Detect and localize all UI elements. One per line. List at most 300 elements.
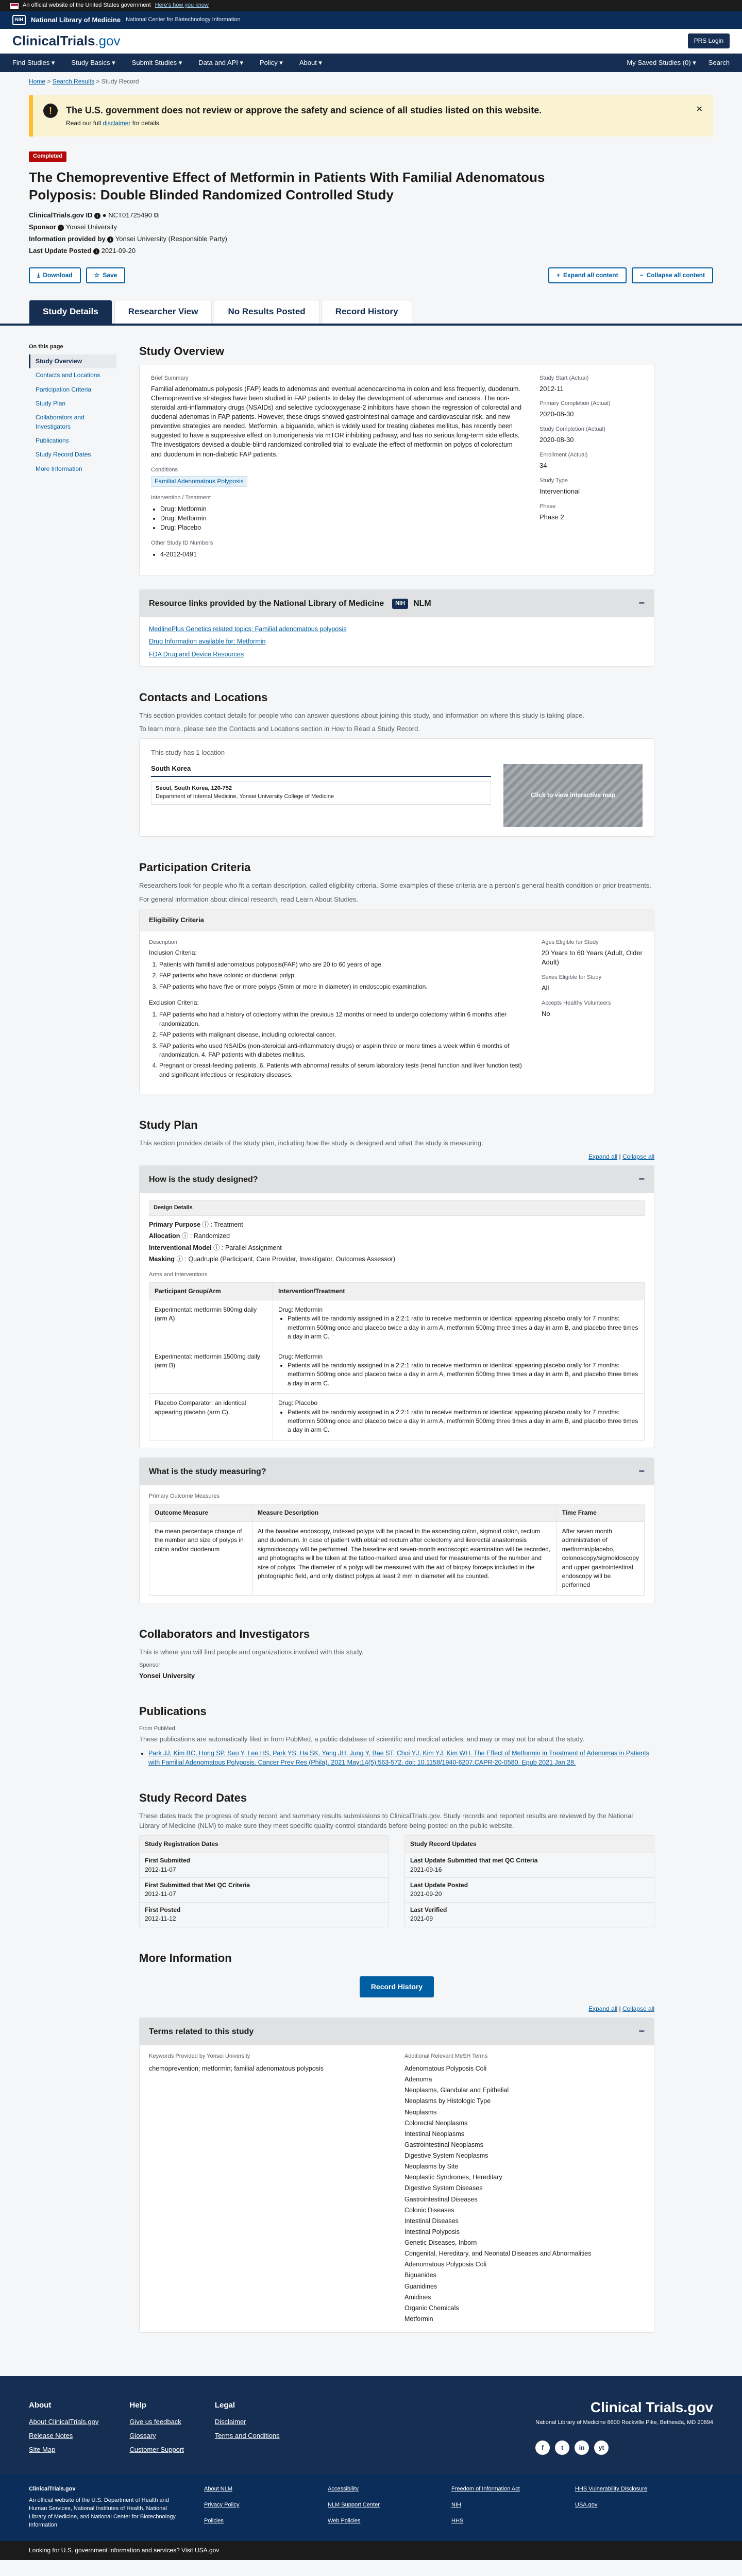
footer-link[interactable]: Release Notes (29, 2431, 73, 2439)
from-pubmed-label: From PubMed (139, 1725, 175, 1732)
intervention-label: Intervention / Treatment (151, 494, 211, 501)
outcome-measure: the mean percentage change of the number and size of polyps in colon and/or duodenum (149, 1522, 252, 1596)
nlm-resource-line (149, 637, 645, 646)
logo-tld: .gov (95, 32, 121, 48)
section-heading: Publications (139, 1705, 207, 1718)
design-value: Randomized (193, 1232, 230, 1240)
plan-desc: This section provides details of the study plan, including how the study is designed and what the study is measuring. (139, 1139, 483, 1147)
expand-all-link[interactable]: Expand all (588, 2005, 618, 2012)
prs-login-button[interactable]: PRS Login (688, 33, 730, 48)
date-key: Last Verified (410, 1906, 447, 1913)
minus-icon: − (639, 271, 644, 279)
condition-chip[interactable]: Familial Adenomatous Polyposis (151, 476, 247, 487)
mesh-terms (404, 2053, 645, 2325)
disclaimer-alert (29, 95, 713, 136)
country-header: South Korea (151, 764, 491, 777)
publications-section (139, 1703, 654, 1767)
date-key: Last Update Posted (410, 1882, 468, 1889)
location-city: Seoul, South Korea, 120-752 (156, 785, 232, 791)
list-item: • Drug: Metformin (160, 514, 524, 523)
hhs-link[interactable]: Freedom of Information Act (451, 2486, 520, 2493)
date-key: First Posted (145, 1906, 181, 1913)
design-row: Interventional Model ⓘ : Parallel Assignment (149, 1244, 282, 1251)
nlm-resource-line (149, 624, 645, 634)
table-row (149, 1300, 645, 1347)
mesh-term: Metformin (404, 2315, 433, 2323)
table-row (149, 1394, 645, 1440)
alert-body-prefix: Read our full (66, 120, 103, 127)
mesh-term: Gastrointestinal Neoplasms (404, 2141, 483, 2148)
save-button[interactable] (86, 267, 126, 283)
other-id: • 4-2012-0491 (160, 550, 524, 559)
overview-facts (539, 375, 643, 567)
study-plan-section (139, 1117, 654, 1603)
info-icon[interactable]: i (93, 248, 99, 255)
action-bar (29, 267, 713, 291)
location-institution: Department of Internal Medicine, Yonsei University College of Medicine (156, 793, 334, 800)
measure-panel (139, 1458, 654, 1603)
list-item: 2. FAP patients who have colonic or duodenal polyp. (159, 971, 526, 980)
date-key: First Submitted that Met QC Criteria (145, 1882, 250, 1889)
logo-main: ClinicalTrials (12, 32, 95, 48)
expand-all-button[interactable] (548, 267, 627, 283)
info-icon[interactable]: ⓘ (181, 1232, 189, 1240)
section-heading: Study Record Dates (139, 1791, 247, 1805)
last-update-row (29, 246, 713, 256)
primary-outcome-label: Primary Outcome Measures (149, 1493, 220, 1499)
last-update-label: Last Update Posted (29, 246, 92, 255)
mesh-term: Digestive System Diseases (404, 2184, 483, 2192)
publication-link[interactable]: • Park JJ, Kim BC, Hong SP, Seo Y, Lee HS, Park YS, Ha SK, Yang JH, Jung Y, Bae ST, Choi YJ, Kim YJ, Kim WH. The Effect of Metformin in Treatment of Adenomas in Patients with Familial Adenomatous Polyposis. Cancer Prev Res (Phila). 2021 May;14(5):563-572. doi: 10.1158/1940-6207.CAPR-20-0580. Epub 2021 Jan 28. (148, 1750, 649, 1767)
footer-logo[interactable]: Clinical Trials.gov (590, 2399, 713, 2416)
nav-data-api[interactable]: Data and API ▾ (198, 58, 244, 66)
expand-all-label: Expand all content (563, 271, 618, 279)
status-badge: Completed (29, 151, 66, 162)
footer-address: National Library of Medicine 8600 Rockville Pike, Bethesda, MD 20894 (535, 2419, 713, 2426)
linkedin-icon[interactable]: in (575, 2441, 589, 2455)
mesh-term: Genetic Diseases, Inborn (404, 2239, 477, 2247)
brief-summary-label: Brief Summary (151, 375, 189, 381)
design-panel (139, 1165, 654, 1448)
nct-label: ClinicalTrials.gov ID (29, 211, 93, 219)
record-history-button[interactable]: Record History (360, 1976, 434, 1997)
hhs-desc: An official website of the U.S. Department of Health and Human Services, National Institutes of Health, National Library of Medicine, and National Center for Biotechnology Information (29, 2497, 176, 2529)
section-heading: Contacts and Locations (139, 690, 268, 704)
hhs-link[interactable]: About NLM (204, 2486, 233, 2493)
contacts-learn: To learn more, please see the Contacts and Locations section in How to Read a Study Record. (139, 725, 420, 733)
nlm-badge-tail: NLM (413, 599, 431, 608)
mesh-term: Adenomatous Polyposis Coli (404, 2261, 487, 2268)
footer-link[interactable]: Terms and Conditions (214, 2431, 280, 2439)
healthy-volunteers-label: Accepts Healthy Volunteers (542, 999, 611, 1006)
nlm-bar (0, 11, 742, 29)
footer-col-title: About (29, 2401, 52, 2410)
dates-col-title: Study Registration Dates (140, 1836, 389, 1853)
terms-panel (139, 2018, 654, 2333)
collab-sponsor: Yonsei University (139, 1671, 195, 1680)
hhs-link[interactable]: NLM Support Center (328, 2501, 380, 2508)
exclusion-label: Exclusion Criteria: (149, 999, 199, 1007)
hhs-link[interactable]: HHS Vulnerability Disclosure (575, 2486, 648, 2493)
hhs-link[interactable]: NIH (451, 2501, 461, 2508)
footer-help (129, 2400, 184, 2459)
tab-no-results[interactable]: No Results Posted (214, 300, 319, 324)
usa-gov-text[interactable]: Looking for U.S. government information and services? Visit USA.gov (29, 2547, 220, 2554)
expand-all-link[interactable]: Expand all (588, 1153, 618, 1160)
mesh-term: Adenoma (404, 2076, 432, 2083)
gov-banner-text: An official website of the United States government (23, 2, 151, 9)
nav-find-studies[interactable]: Find Studies ▾ (12, 58, 55, 66)
mesh-term: Intestinal Polyposis (404, 2228, 460, 2235)
study-completion-value: 2020-08-30 (539, 436, 574, 444)
arm-detail: • Patients will be randomly assigned in a 2:2:1 ratio to receive metformin or identical appearing placebo orally for 7 months: metformin 500mg once and placebo twice a day in arm A, metformin 500mg three times a day in arm B, and placebo three times a day in arm C. (288, 1314, 639, 1341)
study-type-label: Study Type (539, 477, 568, 484)
mesh-term: Biguanides (404, 2272, 436, 2279)
on-this-page-nav (29, 343, 116, 2355)
collapse-icon[interactable]: − (638, 1465, 645, 1477)
mesh-term: Neoplasms by Histologic Type (404, 2097, 491, 2105)
collab-desc: This is where you will find people and organizations involved with this study. (139, 1648, 364, 1656)
hhs-link[interactable]: HHS (451, 2517, 464, 2524)
list-item: 1. FAP patients who had a history of colectomy within the previous 12 months or need to undergo colectomy within 6 months after randomization. (159, 1010, 526, 1028)
date-value: 2021-09 (410, 1915, 433, 1923)
save-label: Save (103, 271, 117, 279)
dates-desc: These dates track the progress of study record and summary results submissions to ClinicalTrials.gov. Study records and reported results are reviewed by the National Library of Medicine (NLM) to make sure they meet specific quality control standards before being posted on the public website. (139, 1812, 633, 1829)
more-expand-controls: Expand all | Collapse all (588, 2005, 654, 2012)
outcome-header-description: Measure Description (252, 1504, 557, 1521)
participation-section (139, 859, 654, 1094)
breadcrumb: Home > Search Results > Study Record (0, 72, 742, 91)
hhs-link[interactable] (575, 2517, 678, 2530)
date-value: 2012-11-07 (145, 1890, 176, 1898)
hhs-link[interactable]: Web Policies (328, 2517, 361, 2524)
nct-id: NCT01725490 (108, 211, 152, 219)
footer-col-title: Help (129, 2401, 146, 2410)
date-value: 2012-11-07 (145, 1866, 176, 1873)
collapse-icon[interactable]: − (638, 598, 645, 609)
collapse-all-label: Collapse all content (646, 271, 705, 279)
primary-completion-value: 2020-08-30 (539, 410, 574, 418)
participation-more: For general information about clinical research, read Learn About Studies. (139, 895, 358, 903)
info-icon[interactable]: ⓘ (176, 1255, 183, 1263)
study-start-label: Study Start (Actual) (539, 375, 589, 381)
list-item: 4. Pregnant or breast-feeding patients. 6. Patients with abnormal results of serum laboratory tests (renal function and liver function test) and significant infectious or respiratory diseases. (159, 1061, 526, 1079)
arms-label: Arms and Interventions (149, 1271, 208, 1278)
phase-label: Phase (539, 503, 556, 510)
mesh-term: Intestinal Neoplasms (404, 2130, 465, 2138)
download-icon: ⤓ (37, 271, 40, 279)
dates-grid (139, 1835, 654, 1927)
design-value: Treatment (214, 1221, 243, 1229)
mesh-term: Neoplasms, Glandular and Epithelial (404, 2087, 509, 2094)
ages-label: Ages Eligible for Study (542, 939, 599, 945)
sexes-label: Sexes Eligible for Study (542, 974, 602, 981)
sexes-value: All (542, 984, 549, 992)
page-body (0, 326, 742, 2376)
hhs-link[interactable]: Accessibility (328, 2486, 359, 2493)
info-icon[interactable]: ⓘ (202, 1221, 209, 1229)
toc-title: On this page (29, 343, 63, 350)
footer-link[interactable]: Give us feedback (129, 2417, 181, 2426)
conditions-label: Conditions (151, 466, 178, 473)
tab-record-history[interactable]: Record History (322, 300, 412, 324)
how-you-know-link[interactable]: Here's how you know (155, 2, 209, 9)
nct-row: ClinicalTrials.gov ID i ● NCT01725490 ⧉ (29, 211, 159, 219)
hhs-link[interactable]: Privacy Policy (204, 2501, 240, 2508)
section-heading: More Information (139, 1951, 232, 1964)
collapse-all-button[interactable] (632, 267, 713, 283)
info-icon[interactable]: ⓘ (213, 1244, 220, 1251)
study-type-value: Interventional (539, 487, 580, 495)
breadcrumb-current: Study Record (101, 78, 139, 85)
design-question: How is the study designed? (149, 1175, 258, 1184)
section-heading: Study Overview (139, 344, 225, 358)
info-icon[interactable]: i (58, 225, 64, 231)
footer-link[interactable]: Glossary (129, 2431, 156, 2439)
outcome-description: At the baseline endoscopy, indexed polyps will be placed in the ascending colon, sigmoid colon, rectum and duodenum. In case of patient with obtained rectum after colectomy and ileorectal anastomosis sigmoidoscopy will be performed. The baseline and seven-month endoscopic examination will be recorded, and photographs will be taken at the tattoo-marked area and used for measurements of the number and size of polyps. The diameter of a polyp will be measured with the aid of biopsy forceps included in the photographic field, and only distinct polyps at least 2 mm in diameter will be counted. (252, 1522, 557, 1596)
mesh-term: Congenital, Hereditary, and Neonatal Diseases and Abnormalities (404, 2250, 592, 2258)
eligibility-panel (139, 909, 654, 1094)
mesh-term: Amidines (404, 2293, 431, 2301)
record-dates-section (139, 1790, 654, 1927)
nlm-resources-panel (139, 589, 654, 666)
section-heading: Collaborators and Investigators (139, 1627, 310, 1640)
terms-header[interactable] (140, 2018, 654, 2045)
eligibility-header: Eligibility Criteria (140, 909, 654, 931)
info-icon[interactable]: i (107, 236, 113, 243)
exclusion-list (159, 1010, 526, 1079)
inclusion-list (159, 960, 526, 991)
table-row (149, 1522, 645, 1596)
mesh-term: Neoplastic Syndromes, Hereditary (404, 2174, 502, 2181)
alert-body-suffix: for details. (130, 120, 161, 127)
section-heading: Participation Criteria (139, 861, 251, 874)
ages-value: 20 Years to 60 Years (Adult, Older Adult) (542, 948, 643, 967)
mesh-label: Additional Relevant MeSH Terms (404, 2053, 488, 2060)
toc-record-dates[interactable]: Study Record Dates (36, 451, 91, 459)
intervention-list (160, 504, 524, 532)
arm-detail: • Patients will be randomly assigned in a 2:2:1 ratio to receive metformin or identical appearing placebo orally for 7 months: metformin 500mg once and placebo twice a day in arm A, metformin 500mg three times a day in arm B, and placebo three times a day in arm C. (288, 1361, 639, 1388)
arm-detail: • Patients will be randomly assigned in a 2:2:1 ratio to receive metformin or identical appearing placebo orally for 7 months: metformin 500mg once and placebo twice a day in arm A, metformin 500mg three times a day in arm B, and placebo three times a day in arm C. (288, 1408, 639, 1435)
footer-legal (215, 2400, 280, 2459)
location-map[interactable]: Click to view interactive map (503, 764, 643, 827)
arms-table (149, 1282, 645, 1440)
date-value: 2021-09-20 (410, 1890, 442, 1898)
keywords: chemoprevention; metformin; familial adenomatous polyposis (149, 2065, 324, 2073)
alert-title: The U.S. government does not review or approve the safety and science of all studies listed on this website. (66, 105, 542, 116)
download-button[interactable] (29, 267, 81, 283)
location-row (151, 781, 491, 805)
list-item: 1. Patients with familial adenomatous polyposis(FAP) who are 20 to 60 years of age. (159, 960, 526, 969)
mesh-term: Digestive System Neoplasms (404, 2152, 488, 2160)
collaborators-section (139, 1626, 654, 1681)
alert-body (66, 119, 542, 128)
collapse-icon[interactable]: − (638, 2026, 645, 2038)
design-key: Masking (149, 1255, 175, 1263)
tab-researcher-view[interactable]: Researcher View (114, 300, 212, 324)
design-header[interactable] (140, 1166, 654, 1193)
tab-study-details[interactable]: Study Details (29, 300, 112, 324)
contacts-section (139, 689, 654, 837)
hhs-link[interactable]: Policies (204, 2517, 224, 2524)
measure-header[interactable] (140, 1458, 654, 1485)
date-key: First Submitted (145, 1857, 191, 1865)
toc-collaborators[interactable]: Collaborators and Investigators (36, 414, 85, 430)
nav-policy[interactable]: Policy ▾ (260, 58, 283, 66)
nih-badge: NIH (392, 599, 408, 609)
list-item: • Drug: Metformin (160, 504, 524, 514)
mesh-term: Neoplasms (404, 2108, 437, 2116)
registration-dates (139, 1835, 389, 1927)
nlm-title[interactable]: National Library of Medicine (31, 15, 121, 24)
footer-link[interactable]: Customer Support (129, 2445, 184, 2453)
design-row: Allocation ⓘ : Randomized (149, 1232, 230, 1240)
medlineplus-link[interactable]: MedlinePlus Genetics related topics: Familial adenomatous polyposis (149, 625, 347, 633)
breadcrumb-home[interactable]: Home (29, 78, 46, 85)
fda-link[interactable]: FDA Drug and Device Resources (149, 650, 244, 658)
toc-study-plan[interactable]: Study Plan (36, 399, 66, 407)
site-header (0, 29, 742, 54)
study-header (0, 141, 742, 291)
design-key: Primary Purpose (149, 1221, 201, 1229)
study-completion-label: Study Completion (Actual) (539, 426, 605, 433)
outcome-table (149, 1504, 645, 1596)
nlm-resources-header[interactable] (140, 590, 654, 617)
record-updates (404, 1835, 654, 1927)
download-label: Download (43, 271, 73, 279)
us-flag-icon (10, 3, 19, 9)
sponsor-row (29, 223, 713, 232)
nav-submit-studies[interactable]: Submit Studies ▾ (131, 58, 182, 66)
participation-desc: Researchers look for people who fit a certain description, called eligibility criteria. Some examples of these criteria are a person's general health condition or prior treatments. (139, 882, 651, 890)
page-title: The Chemopreventive Effect of Metformin in Patients With Familial Adenomatous Polyposis: Double Blinded Randomized Controlled Study (29, 169, 545, 202)
collab-sponsor-label: Sponsor (139, 1662, 160, 1668)
toc-more-info[interactable]: More Information (36, 465, 82, 472)
brief-summary: Familial adenomatous polyposis (FAP) leads to adenomas and eventual adenocarcinoma in colon and less frequently, duodenum. Chemopreventive strategies have been studied in FAP patients to delay the development of adenomas and cancers. The non-steroidal anti-inflammatory drugs (NSAIDs) and selective cyclooxygenase-2 inhibitors have shown the regression of colorectal and duodenal adenomas in FAP patients. However, these drugs showed gastrointestinal damage and cardiovascular risk, and new preventive strategies are needed. Metformin, a biguanide, which is widely used for treating diabetes mellitus, has recently been suggested to have a suppressive effect on tumorigenesis via mTOR inhibiting pathway, and has no serious long-term side effects. The investigators devised a double-blind randomized controlled trial to evaluate the effect of metformin on polyps of colorectum and duodenum in non-diabetic FAP patients. (151, 385, 522, 458)
close-icon[interactable]: ✕ (696, 105, 703, 114)
nav-study-basics[interactable]: Study Basics ▾ (71, 58, 115, 66)
mesh-term: Colorectal Neoplasms (404, 2119, 468, 2127)
footer-about (29, 2400, 98, 2459)
pubs-desc: These publications are automatically filed in from PubMed, a public database of scientific and medical articles, and may or may not be about the study. (139, 1735, 584, 1743)
main-content (139, 343, 654, 2355)
design-details-label: Design Details (149, 1200, 645, 1216)
arm-group: Placebo Comparator: an identical appearing placebo (arm C) (149, 1394, 273, 1440)
more-info-section (139, 1950, 654, 2333)
mesh-term: Neoplasms by Site (404, 2163, 459, 2171)
footer-link[interactable]: Disclaimer (214, 2417, 246, 2426)
mesh-term: Organic Chemicals (404, 2304, 459, 2312)
other-ids-label: Other Study ID Numbers (151, 540, 213, 547)
site-logo[interactable] (12, 31, 121, 51)
mesh-term: Intestinal Diseases (404, 2217, 459, 2225)
design-row: Primary Purpose ⓘ : Treatment (149, 1221, 243, 1229)
list-item: 3. FAP patients who used NSAIDs (non-steroidal anti-inflammatory drugs) or aspirin three or more times a week within 6 months of randomization. 4. FAP patients with diabetes mellitus. (159, 1042, 526, 1060)
bottom-bar (0, 2541, 742, 2560)
collapse-all-link[interactable]: Collapse all (622, 2005, 654, 2012)
enrollment-value: 34 (539, 461, 547, 469)
toc-publications[interactable]: Publications (36, 437, 69, 445)
disclaimer-link[interactable]: disclaimer (103, 120, 131, 127)
outcome-header-timeframe: Time Frame (556, 1504, 644, 1521)
footer-link[interactable]: Site Map (29, 2445, 56, 2453)
dates-col-title: Study Record Updates (405, 1836, 654, 1853)
plan-expand-controls: Expand all | Collapse all (588, 1153, 654, 1160)
mesh-term: Guanidines (404, 2282, 437, 2290)
hhs-bar (0, 2474, 742, 2541)
list-item: • Drug: Placebo (160, 523, 524, 532)
drug-info-link[interactable]: Drug Information available for: Metformin (149, 638, 266, 646)
nlm-subtitle: National Center for Biotechnology Information (126, 16, 241, 23)
measure-question: What is the study measuring? (149, 1467, 266, 1476)
healthy-volunteers-value: No (542, 1009, 550, 1018)
location-count: This study has 1 location (151, 749, 225, 757)
inclusion-label: Inclusion Criteria: (149, 948, 197, 956)
design-value: Parallel Assignment (225, 1244, 282, 1251)
section-heading: Study Plan (139, 1118, 198, 1132)
main-nav (0, 54, 742, 72)
terms-title: Terms related to this study (149, 2027, 254, 2037)
arm-drug: Drug: Metformin (278, 1306, 323, 1314)
description-label: Description (149, 939, 178, 945)
breadcrumb-search-results[interactable]: Search Results (52, 78, 95, 85)
hhs-title: ClinicalTrials.gov (29, 2486, 76, 2493)
toc-participation[interactable]: Participation Criteria (36, 385, 92, 393)
warning-icon: ! (43, 104, 58, 118)
sponsor-label: Sponsor (29, 223, 56, 231)
primary-completion-label: Primary Completion (Actual) (539, 400, 611, 407)
nav-about[interactable]: About ▾ (299, 58, 322, 66)
hhs-links (204, 2485, 713, 2530)
toc-study-overview[interactable]: Study Overview (29, 354, 116, 368)
social-links (535, 2441, 713, 2455)
hhs-link[interactable]: USA.gov (575, 2501, 598, 2508)
collapse-all-link[interactable]: Collapse all (622, 1153, 654, 1160)
footer-brand (535, 2400, 713, 2459)
footer-link[interactable]: About ClinicalTrials.gov (29, 2417, 99, 2426)
youtube-icon[interactable]: yt (594, 2441, 609, 2455)
info-icon[interactable]: i (94, 213, 100, 219)
info-label: Information provided by (29, 235, 106, 243)
design-row: Masking ⓘ : Quadruple (Participant, Care Provider, Investigator, Outcomes Assessor) (149, 1255, 396, 1263)
table-row (149, 1347, 645, 1394)
collapse-icon[interactable]: − (638, 1174, 645, 1185)
date-value: 2021-09-16 (410, 1866, 442, 1873)
facebook-icon[interactable]: f (535, 2441, 550, 2455)
outcome-header-measure: Outcome Measure (149, 1504, 252, 1521)
enrollment-label: Enrollment (Actual) (539, 452, 588, 459)
info-row (29, 234, 713, 244)
nav-saved-studies[interactable]: My Saved Studies (0) ▾ (627, 58, 696, 66)
contacts-desc: This section provides contact details for people who can answer questions about joining this study, and information on where this study is taking place. (139, 711, 585, 719)
eligibility-facts (542, 939, 645, 1087)
toc-contacts[interactable]: Contacts and Locations (36, 371, 100, 379)
twitter-icon[interactable]: t (555, 2441, 569, 2455)
copy-icon[interactable]: ⧉ (154, 211, 159, 219)
bookmark-icon: ☆ (94, 271, 100, 279)
nav-search[interactable]: Search (708, 58, 730, 66)
mesh-term: Colonic Diseases (404, 2206, 454, 2214)
plus-icon: + (556, 271, 560, 279)
mesh-term: Adenomatous Polyposis Coli (404, 2065, 487, 2073)
arm-group: Experimental: metformin 1500mg daily (arm B) (149, 1347, 273, 1394)
study-meta (29, 211, 713, 256)
phase-value: Phase 2 (539, 513, 564, 521)
study-start-value: 2012-11 (539, 384, 564, 393)
contacts-card (139, 738, 654, 837)
nih-logo-icon[interactable]: NIH (12, 15, 26, 25)
outcome-timeframe: After seven month administration of metformin/placebo, colonoscopy/sigmoidoscopy and upper gastrointestinal endoscopy will be performed (556, 1522, 644, 1596)
